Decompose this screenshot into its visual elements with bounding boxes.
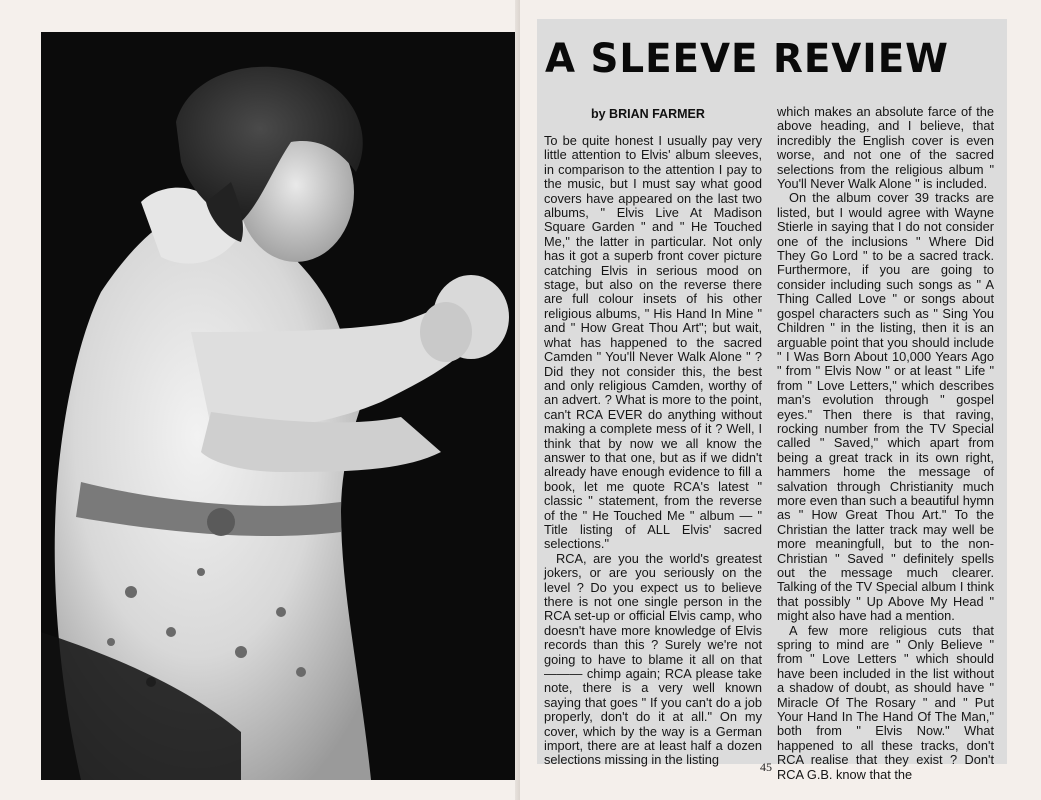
page-number: 45 xyxy=(760,760,772,774)
article-title: A SLEEVE REVIEW xyxy=(545,36,949,82)
paragraph: RCA, are you the world's greatest jokers, or are you seriously on the level ? Do you expect us to believe there is not one single person in the RCA set-up or official Elvis camp, who doesn't have more knowledge of Elvis records than this ? Surely we're not going to have to blame it all on that ——— chimp again; RCA please take note, there is a very well known saying that goes " If you can't do a job properly, don't do it at all." On my cover, which by the way is a German import, there are at least half a dozen selections missing in the listing xyxy=(544,550,762,768)
article-byline: by BRIAN FARMER xyxy=(591,107,705,121)
article-column-1 xyxy=(544,133,762,768)
paragraph: A few more religious cuts that spring to mind are " Only Believe " from " Love Letters " which should have been included in the list without a shadow of doubt, as should have " Miracle Of The Rosary " and " Put Your Hand In The Hand Of The Man," both from " Elvis Now." What happened to all these tracks, don't RCA realise that they exist ? Don't RCA G.B. know that the xyxy=(777,622,994,782)
elvis-stage-photo xyxy=(41,32,517,780)
paragraph: On the album cover 39 tracks are listed, but I would agree with Wayne Stierle in saying that I do not consider one of the inclusions " Where Did They Go Lord " to be a sacred track. Furthermore, if you are going to consider including such songs as " A Thing Called Love " or songs about gospel characters such as " Sing You Children " in the listing, then it is an arguable point that you should include " I Was Born About 10,000 Years Ago " from " Elvis Now " or at least " Life " from " Love Letters," which describes man's evolution through " gospel eyes." Then there is that raving, rocking number from the TV Special called " Saved," which apart from being a great track in its own right, hammers home the message of salvation through Christianity much more even than such a beautiful hymn as " How Great Thou Art." To the Christian the latter track may well be more meaningfull, but to the non-Christian " Saved " definitely spells out the message much clearer. Talking of the TV Special album I think that possibly " Up Above My Head " might also have had a mention. xyxy=(777,190,994,624)
paragraph: which makes an absolute farce of the above heading, and I believe, that incredibly the English cover is even worse, and not one of the sacred selections from the religious album " You'll Never Walk Alone " is included. xyxy=(777,104,994,192)
left-page xyxy=(0,0,520,800)
article-column-2 xyxy=(777,104,994,782)
paragraph: To be quite honest I usually pay very little attention to Elvis' album sleeves, in comparison to the attention I pay to the music, but I must say what good covers have appeared on the last two albums, " Elvis Live At Madison Square Garden " and " He Touched Me," the latter in particular. Not only has it got a superb front cover picture catching Elvis in serious mood on stage, but also on the reverse there are full colour insets of his other religious albums, " His Hand In Mine " and " How Great Thou Art"; but wait, what has happened to the sacred Camden " You'll Never Walk Alone " ? Did they not consider this, the best and only religious Camden, worthy of an advert. ? What is more to the point, can't RCA EVER do anything without making a complete mess of it ? Well, I think that by now we all know the answer to that one, but as if we didn't already have enough evidence to fill a book, let me quote RCA's latest " classic " statement, from the reverse of the " He Touched Me " album — " Title listing of ALL Elvis' sacred selections." xyxy=(544,133,762,552)
photo-illustration xyxy=(41,32,517,780)
